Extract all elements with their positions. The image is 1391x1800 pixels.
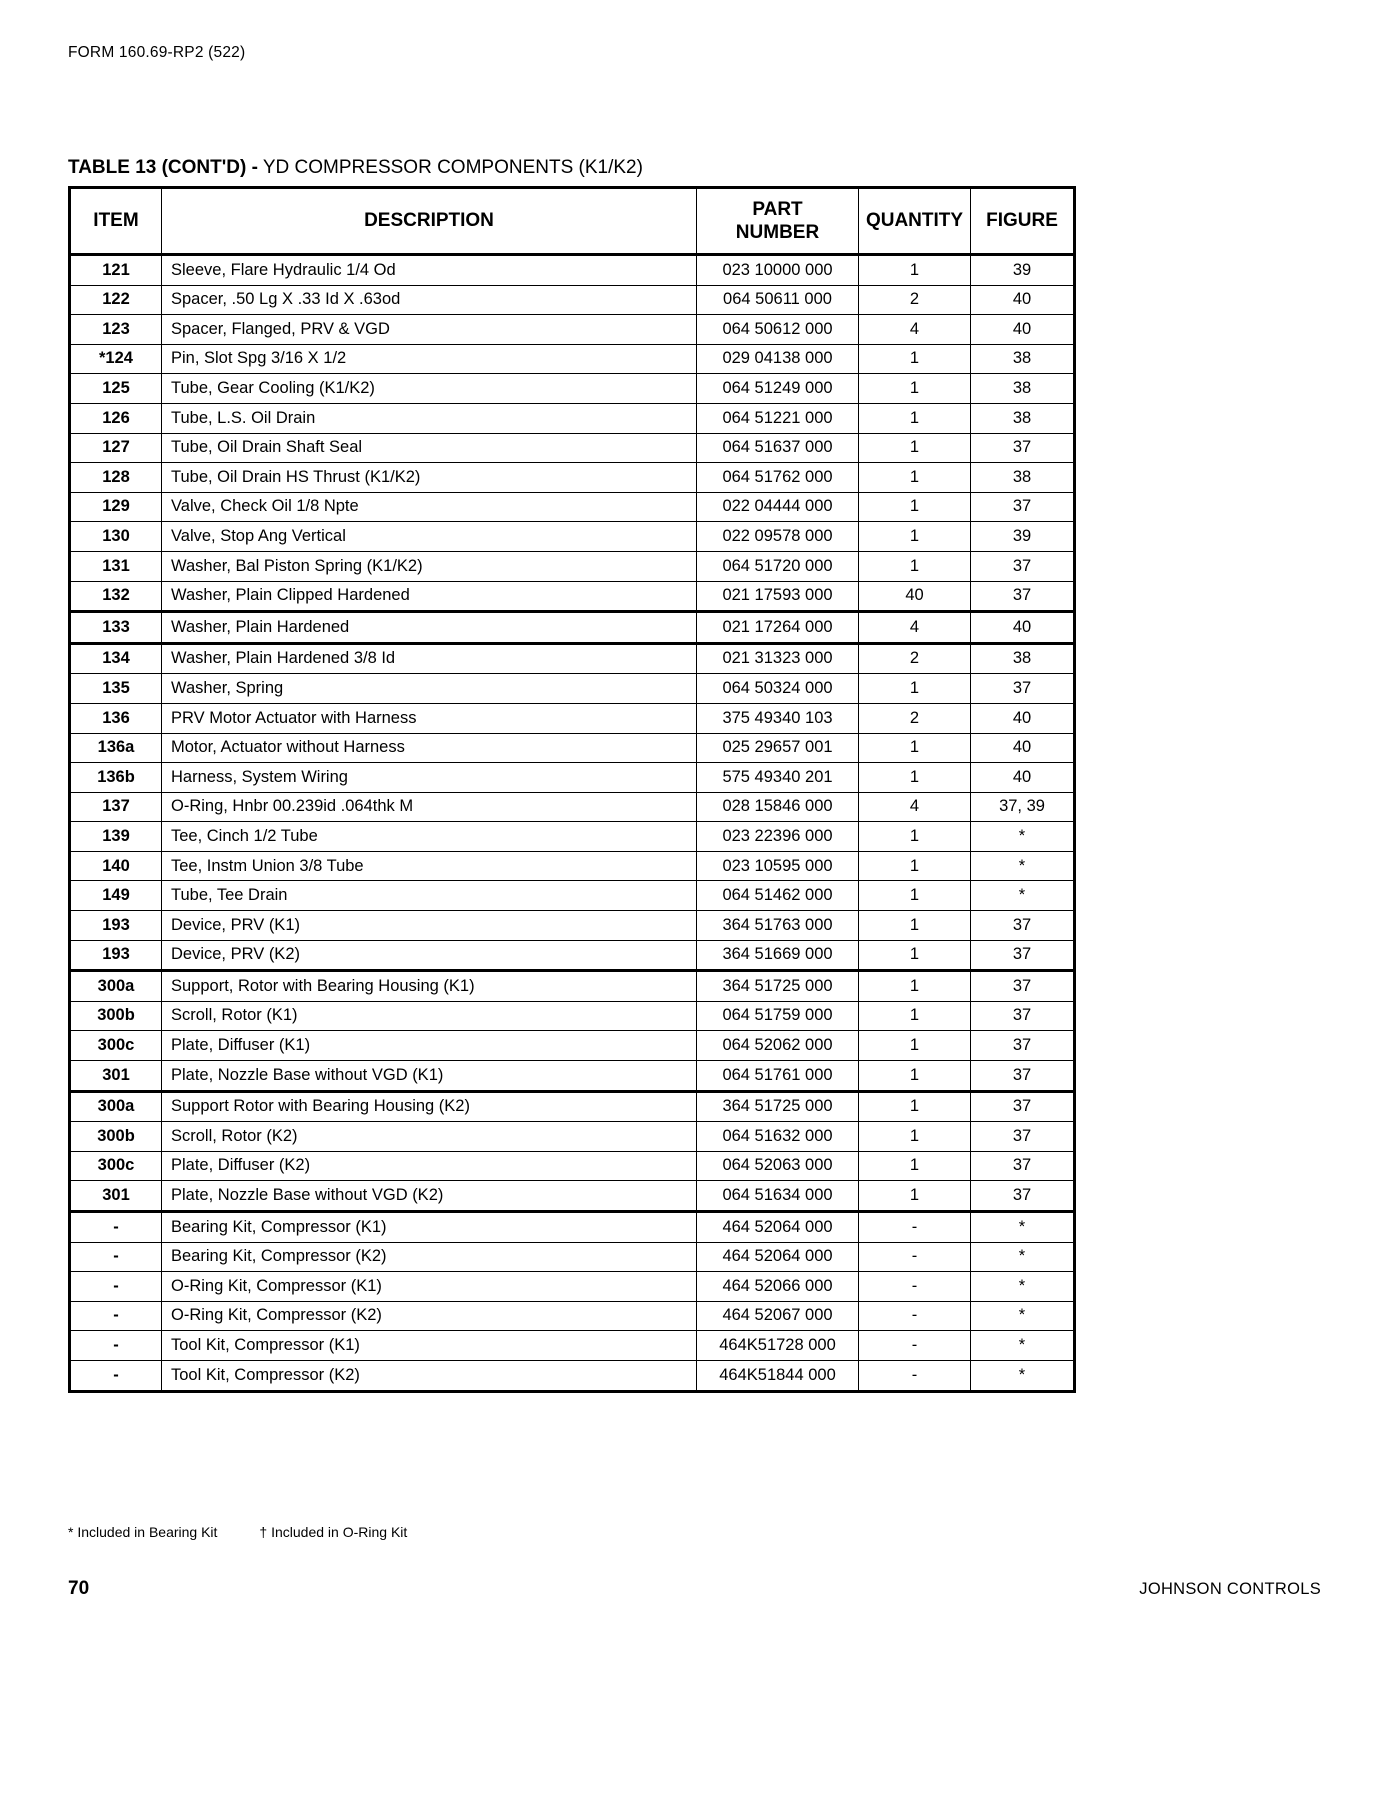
cell-quantity: 1	[859, 1151, 971, 1181]
cell-quantity: 1	[859, 1122, 971, 1152]
cell-quantity: -	[859, 1301, 971, 1331]
cell-item: 134	[70, 643, 162, 674]
cell-part-number: 022 09578 000	[697, 522, 859, 552]
cell-quantity: 1	[859, 822, 971, 852]
cell-quantity: 4	[859, 792, 971, 822]
cell-part-number: 364 51725 000	[697, 971, 859, 1002]
cell-figure: *	[971, 1301, 1075, 1331]
cell-description: Harness, System Wiring	[162, 763, 697, 793]
parts-table-container	[68, 186, 1073, 1393]
cell-part-number: 021 31323 000	[697, 643, 859, 674]
cell-item: -	[70, 1272, 162, 1302]
cell-description: O-Ring Kit, Compressor (K2)	[162, 1301, 697, 1331]
column-header-description: DESCRIPTION	[162, 188, 697, 255]
cell-description: Sleeve, Flare Hydraulic 1/4 Od	[162, 255, 697, 286]
cell-item: 137	[70, 792, 162, 822]
cell-part-number: 575 49340 201	[697, 763, 859, 793]
cell-figure: 40	[971, 733, 1075, 763]
cell-item: 131	[70, 551, 162, 581]
table-row	[70, 792, 1075, 822]
cell-part-number: 364 51725 000	[697, 1091, 859, 1122]
cell-figure: *	[971, 1331, 1075, 1361]
cell-quantity: 1	[859, 1091, 971, 1122]
cell-quantity: 1	[859, 1061, 971, 1092]
cell-description: Valve, Stop Ang Vertical	[162, 522, 697, 552]
cell-item: 132	[70, 581, 162, 612]
cell-description: Support Rotor with Bearing Housing (K2)	[162, 1091, 697, 1122]
column-header-part-number	[697, 188, 859, 255]
cell-figure: *	[971, 1272, 1075, 1302]
cell-part-number: 021 17593 000	[697, 581, 859, 612]
cell-description: Spacer, Flanged, PRV & VGD	[162, 315, 697, 345]
cell-part-number: 064 51462 000	[697, 881, 859, 911]
table-row	[70, 881, 1075, 911]
cell-part-number: 364 51763 000	[697, 911, 859, 941]
cell-part-number: 064 52062 000	[697, 1031, 859, 1061]
cell-figure: 37	[971, 551, 1075, 581]
cell-figure: 37	[971, 674, 1075, 704]
table-header-row	[70, 188, 1075, 255]
cell-quantity: -	[859, 1360, 971, 1391]
cell-figure: 39	[971, 522, 1075, 552]
cell-quantity: 1	[859, 851, 971, 881]
cell-quantity: 1	[859, 492, 971, 522]
cell-part-number: 064 51637 000	[697, 433, 859, 463]
cell-quantity: 2	[859, 703, 971, 733]
cell-description: Plate, Diffuser (K2)	[162, 1151, 697, 1181]
cell-item: 130	[70, 522, 162, 552]
table-row	[70, 1360, 1075, 1391]
table-row	[70, 315, 1075, 345]
cell-description: Washer, Plain Clipped Hardened	[162, 581, 697, 612]
cell-figure: *	[971, 881, 1075, 911]
cell-description: Bearing Kit, Compressor (K2)	[162, 1242, 697, 1272]
table-row	[70, 1151, 1075, 1181]
cell-figure: 37	[971, 1091, 1075, 1122]
cell-quantity: 1	[859, 344, 971, 374]
cell-item: 125	[70, 374, 162, 404]
table-row	[70, 1122, 1075, 1152]
cell-figure: 37	[971, 492, 1075, 522]
cell-part-number: 064 51720 000	[697, 551, 859, 581]
footer-brand: JOHNSON CONTROLS	[1139, 1580, 1321, 1598]
table-row	[70, 822, 1075, 852]
cell-part-number: 023 10000 000	[697, 255, 859, 286]
cell-description: Tool Kit, Compressor (K1)	[162, 1331, 697, 1361]
table-row	[70, 851, 1075, 881]
table-row	[70, 374, 1075, 404]
cell-figure: 38	[971, 463, 1075, 493]
cell-description: Spacer, .50 Lg X .33 Id X .63od	[162, 285, 697, 315]
cell-description: Scroll, Rotor (K2)	[162, 1122, 697, 1152]
cell-item: 300b	[70, 1001, 162, 1031]
cell-quantity: -	[859, 1212, 971, 1243]
cell-part-number: 064 50611 000	[697, 285, 859, 315]
cell-item: 149	[70, 881, 162, 911]
cell-part-number: 375 49340 103	[697, 703, 859, 733]
table-row	[70, 940, 1075, 971]
cell-figure: 37	[971, 581, 1075, 612]
cell-figure: 38	[971, 403, 1075, 433]
cell-quantity: 1	[859, 1181, 971, 1212]
cell-part-number: 029 04138 000	[697, 344, 859, 374]
cell-part-number: 064 51632 000	[697, 1122, 859, 1152]
cell-description: Washer, Spring	[162, 674, 697, 704]
cell-item: 300c	[70, 1031, 162, 1061]
cell-item: 135	[70, 674, 162, 704]
cell-item: 136a	[70, 733, 162, 763]
table-row	[70, 971, 1075, 1002]
cell-figure: 37	[971, 971, 1075, 1002]
cell-item: 301	[70, 1181, 162, 1212]
cell-figure: 37	[971, 433, 1075, 463]
cell-description: Pin, Slot Spg 3/16 X 1/2	[162, 344, 697, 374]
cell-figure: 37	[971, 1061, 1075, 1092]
table-row	[70, 492, 1075, 522]
cell-figure: 40	[971, 612, 1075, 644]
cell-figure: 40	[971, 763, 1075, 793]
cell-description: Washer, Bal Piston Spring (K1/K2)	[162, 551, 697, 581]
table-row	[70, 703, 1075, 733]
cell-figure: 40	[971, 285, 1075, 315]
cell-description: Washer, Plain Hardened	[162, 612, 697, 644]
table-title-bold: TABLE 13 (CONT'D) -	[68, 157, 258, 178]
table-row	[70, 522, 1075, 552]
table-row	[70, 433, 1075, 463]
table-row	[70, 581, 1075, 612]
cell-part-number: 022 04444 000	[697, 492, 859, 522]
cell-quantity: 1	[859, 551, 971, 581]
table-row	[70, 911, 1075, 941]
cell-figure: 37	[971, 1181, 1075, 1212]
cell-quantity: 1	[859, 433, 971, 463]
cell-part-number: 028 15846 000	[697, 792, 859, 822]
cell-quantity: 1	[859, 522, 971, 552]
column-header-part-number-line1: PART	[752, 198, 803, 220]
page-number: 70	[68, 1578, 90, 1599]
table-row	[70, 1212, 1075, 1243]
cell-quantity: 1	[859, 911, 971, 941]
cell-quantity: 1	[859, 403, 971, 433]
cell-description: Tube, Oil Drain Shaft Seal	[162, 433, 697, 463]
cell-item: 300a	[70, 1091, 162, 1122]
cell-description: Valve, Check Oil 1/8 Npte	[162, 492, 697, 522]
table-row	[70, 674, 1075, 704]
cell-description: Tube, Gear Cooling (K1/K2)	[162, 374, 697, 404]
cell-figure: 37	[971, 1151, 1075, 1181]
cell-part-number: 064 51634 000	[697, 1181, 859, 1212]
cell-description: O-Ring Kit, Compressor (K1)	[162, 1272, 697, 1302]
cell-item: 301	[70, 1061, 162, 1092]
cell-part-number: 023 22396 000	[697, 822, 859, 852]
cell-quantity: 1	[859, 1031, 971, 1061]
table-row	[70, 1272, 1075, 1302]
cell-description: Support, Rotor with Bearing Housing (K1)	[162, 971, 697, 1002]
cell-description: Plate, Nozzle Base without VGD (K1)	[162, 1061, 697, 1092]
cell-quantity: 1	[859, 374, 971, 404]
cell-figure: 38	[971, 643, 1075, 674]
cell-quantity: -	[859, 1242, 971, 1272]
column-header-item: ITEM	[70, 188, 162, 255]
cell-item: -	[70, 1301, 162, 1331]
cell-description: Tool Kit, Compressor (K2)	[162, 1360, 697, 1391]
table-row	[70, 1091, 1075, 1122]
cell-figure: *	[971, 1242, 1075, 1272]
cell-part-number: 464K51728 000	[697, 1331, 859, 1361]
cell-quantity: 1	[859, 674, 971, 704]
table-row	[70, 1331, 1075, 1361]
cell-quantity: 1	[859, 881, 971, 911]
cell-part-number: 025 29657 001	[697, 733, 859, 763]
cell-item: 122	[70, 285, 162, 315]
cell-part-number: 464 52066 000	[697, 1272, 859, 1302]
cell-figure: *	[971, 851, 1075, 881]
cell-quantity: 1	[859, 1001, 971, 1031]
cell-item: -	[70, 1360, 162, 1391]
cell-description: Tube, Oil Drain HS Thrust (K1/K2)	[162, 463, 697, 493]
cell-quantity: 1	[859, 763, 971, 793]
cell-item: 128	[70, 463, 162, 493]
cell-figure: 38	[971, 344, 1075, 374]
cell-figure: 40	[971, 315, 1075, 345]
cell-item: 193	[70, 911, 162, 941]
cell-item: -	[70, 1331, 162, 1361]
cell-description: PRV Motor Actuator with Harness	[162, 703, 697, 733]
cell-figure: 37	[971, 1001, 1075, 1031]
cell-description: Tube, L.S. Oil Drain	[162, 403, 697, 433]
cell-figure: 37	[971, 1031, 1075, 1061]
cell-part-number: 464 52064 000	[697, 1212, 859, 1243]
parts-table	[68, 186, 1076, 1393]
cell-quantity: 1	[859, 463, 971, 493]
cell-quantity: 2	[859, 285, 971, 315]
cell-quantity: 4	[859, 612, 971, 644]
cell-description: Tube, Tee Drain	[162, 881, 697, 911]
cell-quantity: 1	[859, 971, 971, 1002]
table-row	[70, 463, 1075, 493]
table-row	[70, 1031, 1075, 1061]
cell-item: 127	[70, 433, 162, 463]
cell-item: 123	[70, 315, 162, 345]
table-row	[70, 255, 1075, 286]
cell-figure: 39	[971, 255, 1075, 286]
cell-description: Washer, Plain Hardened 3/8 Id	[162, 643, 697, 674]
cell-part-number: 464 52064 000	[697, 1242, 859, 1272]
table-row	[70, 285, 1075, 315]
cell-item: 136b	[70, 763, 162, 793]
table-row	[70, 1301, 1075, 1331]
form-code-header: FORM 160.69-RP2 (522)	[68, 44, 246, 61]
cell-quantity: -	[859, 1272, 971, 1302]
table-row	[70, 1061, 1075, 1092]
cell-figure: 37	[971, 940, 1075, 971]
cell-part-number: 023 10595 000	[697, 851, 859, 881]
table-title-rest: YD COMPRESSOR COMPONENTS (K1/K2)	[257, 157, 643, 178]
cell-item: 133	[70, 612, 162, 644]
cell-description: Scroll, Rotor (K1)	[162, 1001, 697, 1031]
table-row	[70, 1181, 1075, 1212]
table-row	[70, 1001, 1075, 1031]
cell-description: Device, PRV (K1)	[162, 911, 697, 941]
cell-part-number: 464K51844 000	[697, 1360, 859, 1391]
column-header-quantity: QUANTITY	[859, 188, 971, 255]
cell-part-number: 464 52067 000	[697, 1301, 859, 1331]
cell-figure: *	[971, 822, 1075, 852]
cell-figure: 37	[971, 1122, 1075, 1152]
table-row	[70, 344, 1075, 374]
table-row	[70, 643, 1075, 674]
cell-part-number: 064 52063 000	[697, 1151, 859, 1181]
cell-description: Tee, Instm Union 3/8 Tube	[162, 851, 697, 881]
cell-description: Plate, Nozzle Base without VGD (K2)	[162, 1181, 697, 1212]
cell-part-number: 064 51762 000	[697, 463, 859, 493]
table-row	[70, 551, 1075, 581]
cell-description: O-Ring, Hnbr 00.239id .064thk M	[162, 792, 697, 822]
cell-quantity: 1	[859, 255, 971, 286]
table-row	[70, 1242, 1075, 1272]
cell-item: -	[70, 1212, 162, 1243]
cell-figure: *	[971, 1360, 1075, 1391]
cell-figure: 37, 39	[971, 792, 1075, 822]
cell-item: 121	[70, 255, 162, 286]
cell-part-number: 021 17264 000	[697, 612, 859, 644]
cell-item: 140	[70, 851, 162, 881]
cell-quantity: 1	[859, 940, 971, 971]
cell-item: *124	[70, 344, 162, 374]
cell-part-number: 064 50324 000	[697, 674, 859, 704]
table-footnote: * Included in Bearing Kit † Included in O-Ring Kit	[68, 1524, 408, 1540]
table-body	[70, 255, 1075, 1392]
cell-description: Motor, Actuator without Harness	[162, 733, 697, 763]
table-row	[70, 733, 1075, 763]
cell-part-number: 364 51669 000	[697, 940, 859, 971]
table-row	[70, 403, 1075, 433]
table-row	[70, 612, 1075, 644]
column-header-part-number-line2: NUMBER	[735, 222, 820, 243]
page-title	[68, 157, 643, 179]
cell-item: 126	[70, 403, 162, 433]
cell-item: 300c	[70, 1151, 162, 1181]
cell-description: Bearing Kit, Compressor (K1)	[162, 1212, 697, 1243]
cell-description: Device, PRV (K2)	[162, 940, 697, 971]
cell-part-number: 064 51249 000	[697, 374, 859, 404]
cell-part-number: 064 50612 000	[697, 315, 859, 345]
table-header	[70, 188, 1075, 255]
cell-part-number: 064 51221 000	[697, 403, 859, 433]
cell-figure: *	[971, 1212, 1075, 1243]
cell-item: 139	[70, 822, 162, 852]
cell-figure: 38	[971, 374, 1075, 404]
cell-quantity: 40	[859, 581, 971, 612]
cell-item: 129	[70, 492, 162, 522]
table-row	[70, 763, 1075, 793]
cell-item: -	[70, 1242, 162, 1272]
cell-quantity: -	[859, 1331, 971, 1361]
column-header-figure: FIGURE	[971, 188, 1075, 255]
cell-figure: 40	[971, 703, 1075, 733]
cell-part-number: 064 51761 000	[697, 1061, 859, 1092]
cell-description: Tee, Cinch 1/2 Tube	[162, 822, 697, 852]
cell-item: 193	[70, 940, 162, 971]
cell-item: 300b	[70, 1122, 162, 1152]
cell-figure: 37	[971, 911, 1075, 941]
cell-item: 300a	[70, 971, 162, 1002]
cell-quantity: 4	[859, 315, 971, 345]
cell-part-number: 064 51759 000	[697, 1001, 859, 1031]
cell-quantity: 1	[859, 733, 971, 763]
cell-item: 136	[70, 703, 162, 733]
cell-quantity: 2	[859, 643, 971, 674]
cell-description: Plate, Diffuser (K1)	[162, 1031, 697, 1061]
